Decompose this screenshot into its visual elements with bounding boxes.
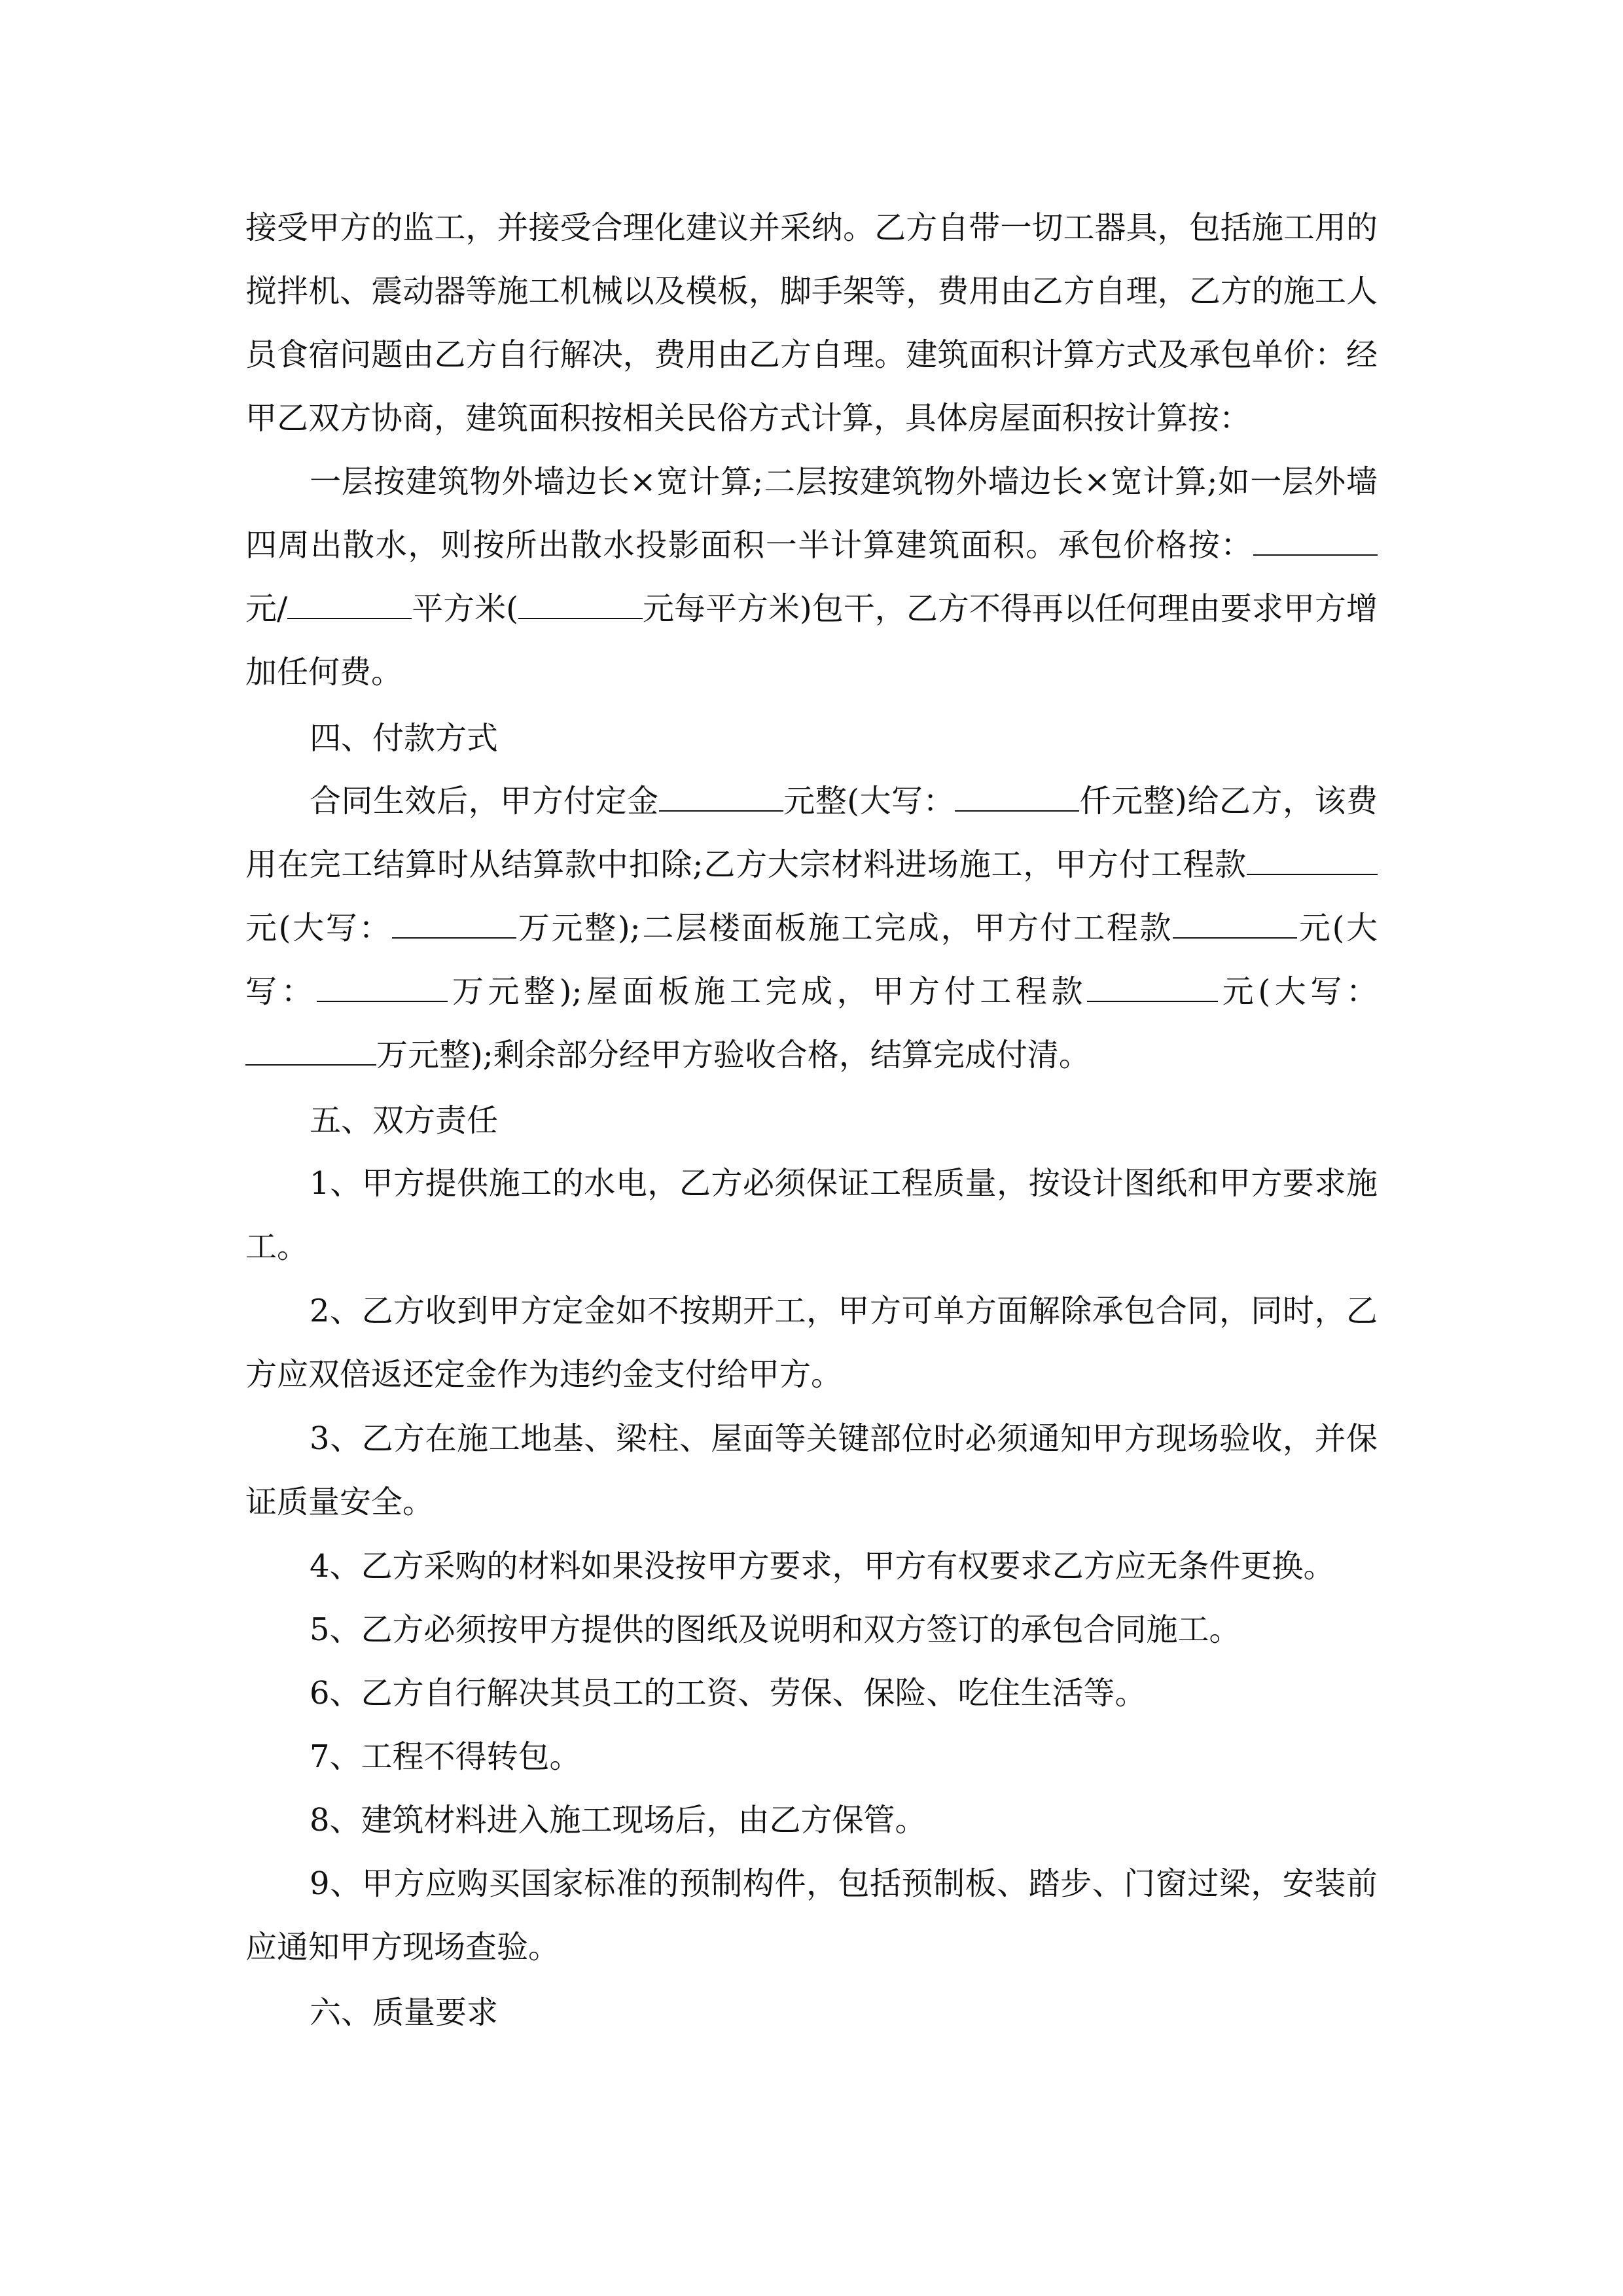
payment-text-2: 元整(大写：	[783, 783, 955, 819]
list-item-8: 8、建筑材料进入施工现场后，由乙方保管。	[310, 1802, 927, 1839]
payment-text-3: 仟元整)给乙方，该费用在完工结算时从结算款中扣除;乙方大宗材料进场施工，甲方付工程款	[245, 783, 1378, 883]
blank-deposit-amount	[659, 779, 783, 812]
section-heading-responsibilities: 五、双方责任	[310, 1102, 499, 1139]
payment-text-5: 万元整);二层楼面板施工完成，甲方付工程款	[516, 910, 1173, 946]
payment-text-9: 万元整);剩余部分经甲方验收合格，结算完成付清。	[376, 1037, 1090, 1073]
blank-deposit-words	[955, 779, 1079, 812]
area-text-3: 平方米(	[412, 590, 518, 627]
paragraph-payment-terms	[245, 770, 1378, 1087]
payment-text-7: 万元整);屋面板施工完成，甲方付工程款	[448, 973, 1088, 1010]
section-heading-payment: 四、付款方式	[310, 720, 499, 757]
list-item-3: 3、乙方在施工地基、梁柱、屋面等关键部位时必须通知甲方现场验收，并保证质量安全。	[245, 1420, 1378, 1520]
list-item-6: 6、乙方自行解决其员工的工资、劳保、保险、吃住生活等。	[310, 1675, 1147, 1712]
blank-unit-price	[518, 586, 643, 619]
blank-area-sqm	[287, 586, 412, 619]
list-item-4: 4、乙方采购的材料如果没按甲方要求，甲方有权要求乙方应无条件更换。	[310, 1548, 1335, 1585]
section-heading-quality: 六、质量要求	[310, 1994, 499, 2031]
payment-text-4: 元(大写：	[245, 910, 393, 946]
payment-text-1: 合同生效后，甲方付定金	[310, 783, 659, 819]
area-text-2: 元/	[245, 590, 288, 627]
blank-payment-2	[1173, 906, 1297, 939]
area-text-4: 元每平方米)包干，乙方不得再以任何理由要求甲方增加任何费。	[245, 590, 1378, 691]
list-item-9: 9、甲方应购买国家标准的预制构件，包括预制板、踏步、门窗过梁，安装前应通知甲方现场查验。	[245, 1865, 1378, 1965]
payment-text-6: 元(大写：	[245, 910, 1378, 1010]
list-item-5: 5、乙方必须按甲方提供的图纸及说明和双方签订的承包合同施工。	[310, 1611, 1241, 1648]
blank-payment-2-words	[317, 969, 448, 1002]
blank-payment-3	[1087, 969, 1218, 1002]
list-item-2: 2、乙方收到甲方定金如不按期开工，甲方可单方面解除承包合同，同时，乙方应双倍返还定金作为违约金支付给甲方。	[245, 1293, 1378, 1393]
paragraph-supervision: 接受甲方的监工，并接受合理化建议并采纳。乙方自带一切工器具，包括施工用的搅拌机、震动器等施工机械以及模板，脚手架等，费用由乙方自理，乙方的施工人员食宿问题由乙方自行解决，费用由乙方自理。建筑面积计算方式及承包单价：经甲乙双方协商，建筑面积按相关民俗方式计算，具体房屋面积按计算按：	[245, 209, 1378, 437]
list-item-1: 1、甲方提供施工的水电，乙方必须保证工程质量，按设计图纸和甲方要求施工。	[245, 1165, 1378, 1265]
blank-payment-1-words	[392, 906, 516, 939]
blank-price-yuan	[1253, 523, 1378, 556]
area-text-1: 一层按建筑物外墙边长×宽计算;二层按建筑物外墙边长×宽计算;如一层外墙四周出散水，则按所出散水投影面积一半计算建筑面积。承包价格按：	[245, 463, 1378, 564]
blank-payment-1	[1247, 842, 1378, 875]
paragraph-area-calculation	[245, 450, 1378, 704]
blank-payment-3-words	[245, 1033, 376, 1066]
payment-text-8: 元(大写：	[1218, 973, 1378, 1010]
list-item-7: 7、工程不得转包。	[310, 1738, 581, 1775]
